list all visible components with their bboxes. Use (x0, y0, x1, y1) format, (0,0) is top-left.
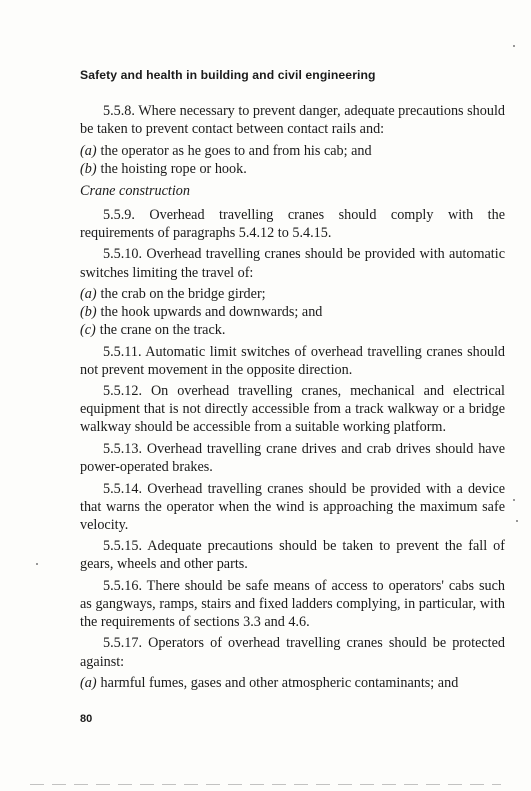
list-item (80, 303, 505, 321)
list-item-text: the crab on the bridge girder; (100, 286, 266, 303)
list-item-text: the crane on the track. (99, 322, 226, 339)
list-item (80, 285, 505, 303)
list-item-label: (c) (80, 322, 96, 339)
paragraph-5-5-17: 5.5.17. Operators of overhead travelling cranes should be protected against: (80, 635, 505, 670)
page-number: 80 (80, 713, 93, 725)
list-item (80, 674, 505, 692)
scan-edge-line (30, 784, 501, 785)
paragraph-5-5-16: 5.5.16. There should be safe means of access to operators' cabs such as gangways, ramps, stairs and fixed ladders complying, in particular, with the requirements of sections 3.3 and 4.6. (80, 577, 505, 630)
running-header-title: Safety and health in building and civil engineering (80, 68, 376, 82)
list-item-label: (a) (80, 142, 97, 159)
list-item-label: (a) (80, 675, 97, 692)
list-item (80, 142, 505, 160)
list-item-text: the operator as he goes to and from his cab; and (100, 142, 372, 159)
list-item-label: (a) (80, 286, 97, 303)
section-heading: Crane construction (80, 182, 190, 199)
scan-speck (516, 520, 518, 522)
paragraph-5-5-11: 5.5.11. Automatic limit switches of overhead travelling cranes should not prevent movement in the opposite direction. (80, 343, 505, 378)
paragraph-5-5-8: 5.5.8. Where necessary to prevent danger, adequate precautions should be taken to prevent contact between contact rails and: (80, 103, 505, 138)
list-item-text: the hook upwards and downwards; and (100, 304, 323, 321)
list-item-label: (b) (80, 304, 97, 321)
list-item-label: (b) (80, 160, 97, 177)
paragraph-5-5-12: 5.5.12. On overhead travelling cranes, mechanical and electrical equipment that is not directly accessible from a track walkway or a bridge walkway should be accessible from a suitable working platform. (80, 383, 505, 436)
list-item-text: the hoisting rope or hook. (100, 160, 247, 177)
list-item-text: harmful fumes, gases and other atmospheric contaminants; and (100, 675, 459, 692)
paragraph-5-5-15: 5.5.15. Adequate precautions should be taken to prevent the fall of gears, wheels and other parts. (80, 538, 505, 573)
paragraph-5-5-10: 5.5.10. Overhead travelling cranes should be provided with automatic switches limiting the travel of: (80, 246, 505, 281)
list-item (80, 160, 505, 178)
paragraph-5-5-9: 5.5.9. Overhead travelling cranes should comply with the requirements of paragraphs 5.4.12 to 5.4.15. (80, 206, 505, 241)
scan-speck (513, 499, 515, 501)
list-item (80, 321, 505, 339)
paragraph-5-5-14: 5.5.14. Overhead travelling cranes should be provided with a device that warns the operator when the wind is approaching the maximum safe velocity. (80, 480, 505, 533)
page-body (80, 102, 505, 692)
scan-speck (513, 45, 515, 47)
scan-speck (36, 563, 38, 565)
paragraph-5-5-13: 5.5.13. Overhead travelling crane drives and crab drives should have power-operated brakes. (80, 440, 505, 476)
